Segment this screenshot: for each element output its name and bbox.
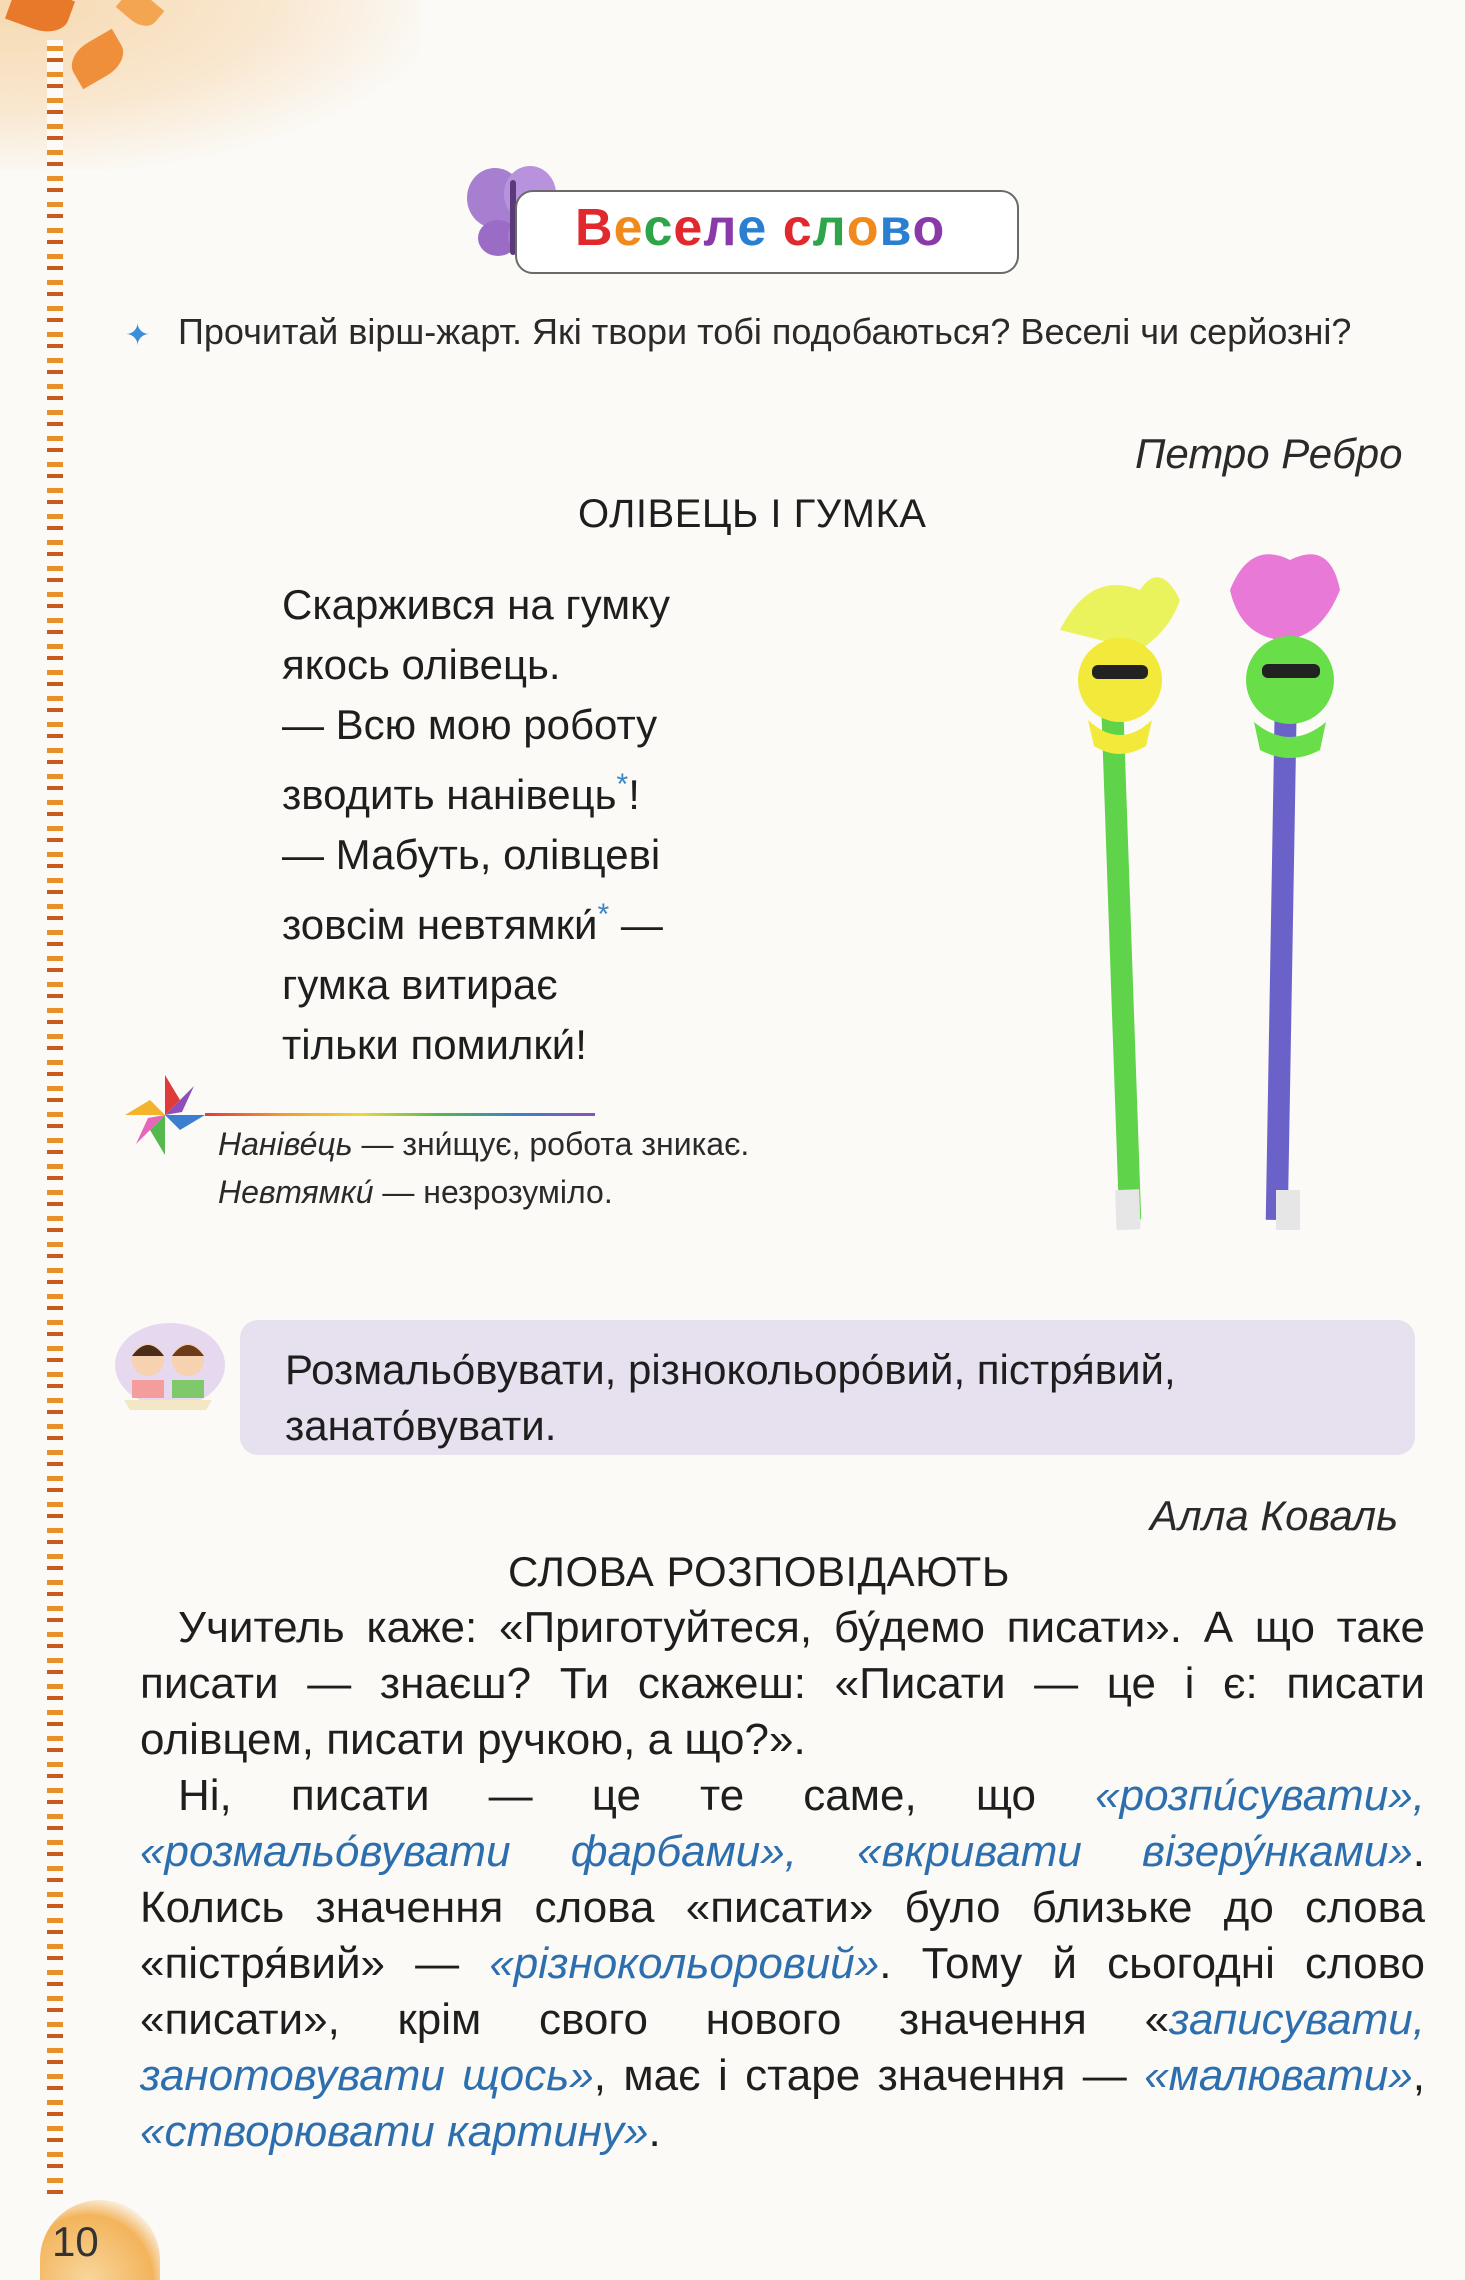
story-text-part: . Тому й сьогодні слово «писати», крім свого нового значення « xyxy=(140,1939,1425,2044)
highlighted-phrase: «різнокольоровий» xyxy=(489,1939,880,1988)
poem-title: ОЛІВЕЦЬ І ГУМКА xyxy=(578,492,927,536)
story-text-part: . xyxy=(648,2107,661,2156)
heading-letter: е xyxy=(673,199,704,257)
poem-line: тільки помилки́! xyxy=(282,1021,587,1068)
footnote-asterisk: * xyxy=(616,768,629,801)
poem-line xyxy=(282,885,670,955)
heading-letter: с xyxy=(643,199,674,257)
heading-letter: в xyxy=(879,199,913,257)
story-text-part: , xyxy=(1412,2051,1425,2100)
ornament-border xyxy=(47,40,63,2200)
story-author: Алла Коваль xyxy=(1150,1492,1399,1539)
heading-letter: В xyxy=(575,199,614,257)
yellow-pencil-icon xyxy=(1060,577,1180,1230)
pinwheel-icon xyxy=(120,1070,210,1160)
page-number-badge xyxy=(40,2200,160,2280)
story-paragraph xyxy=(140,1768,1425,2160)
glossary-term: Наніве́ць xyxy=(218,1126,353,1162)
glossary-entry xyxy=(218,1120,749,1168)
poem-line: Скаржився на гумку xyxy=(282,581,670,628)
poem-line-part: зовсім невтямки́ xyxy=(282,901,598,948)
poem-author: Петро Ребро xyxy=(1135,430,1403,477)
task-instruction: Прочитай вірш-жарт. Які твори тобі подобаються? Веселі чи серйозні? xyxy=(178,311,1352,352)
heading-letter: е xyxy=(613,199,644,257)
poem-line: — Всю мою роботу xyxy=(282,701,658,748)
glossary-divider xyxy=(205,1113,595,1116)
poem-text xyxy=(282,575,670,1075)
glossary-definition: — незрозуміло. xyxy=(373,1174,613,1210)
poem-line-part: зводить нанівець xyxy=(282,771,617,818)
pencils-illustration xyxy=(1040,550,1400,1250)
heading-letter: е xyxy=(737,199,768,257)
star-bullet-icon: ✦ xyxy=(125,319,151,352)
section-heading xyxy=(575,198,945,258)
heading-letter: л xyxy=(812,199,847,257)
heading-letter: о xyxy=(846,199,880,257)
highlighted-phrase: «розпи́сувати», «розмальо́вувати фарбами», «вкривати візеру́нками» xyxy=(140,1771,1425,1876)
heading-letter: о xyxy=(912,199,946,257)
story-text-part: . Колись значення слова «писати» було близьке до слова «пістря́вий» — xyxy=(140,1827,1425,1988)
highlighted-phrase: «малювати» xyxy=(1144,2051,1413,2100)
poem-line: якось олівець. xyxy=(282,641,561,688)
story-paragraph: Учитель каже: «Приготуйтеся, бу́демо писати». А що таке писати — знаєш? Ти скажеш: «Писати — це і є: писати олівцем, писати ручкою, а що?». xyxy=(140,1603,1425,1764)
glossary xyxy=(218,1120,749,1216)
poem-line xyxy=(282,755,670,825)
poem-line-part: ! xyxy=(628,771,640,818)
purple-pencil-icon xyxy=(1230,554,1340,1230)
page-number: 10 xyxy=(52,2218,99,2265)
reading-kids-icon xyxy=(110,1320,225,1415)
story-text xyxy=(140,1600,1425,2160)
story-text-part: Ні, писати — це те саме, що xyxy=(178,1771,1096,1820)
story-title: СЛОВА РОЗПОВІДАЮТЬ xyxy=(508,1548,1010,1595)
story-text-part: , має і старе значення — xyxy=(593,2051,1145,2100)
heading-letter: л xyxy=(703,199,738,257)
vocabulary-words: Розмальо́вувати, різнокольоро́вий, пістря́вий, занато́вувати. xyxy=(285,1346,1176,1449)
glossary-term: Невтямки́ xyxy=(218,1174,374,1210)
poem-line-part: — xyxy=(609,901,663,948)
heading-letter: с xyxy=(782,199,813,257)
poem-line: — Мабуть, олівцеві xyxy=(282,831,661,878)
heading-letter xyxy=(767,198,782,258)
glossary-definition: — зни́щує, робота зникає. xyxy=(352,1126,750,1162)
highlighted-phrase: записувати, занотовувати щось» xyxy=(140,1995,1425,2100)
glossary-entry xyxy=(218,1168,749,1216)
footnote-asterisk: * xyxy=(597,898,610,931)
highlighted-phrase: «створювати картину» xyxy=(140,2107,649,2156)
poem-line: гумка витирає xyxy=(282,961,558,1008)
